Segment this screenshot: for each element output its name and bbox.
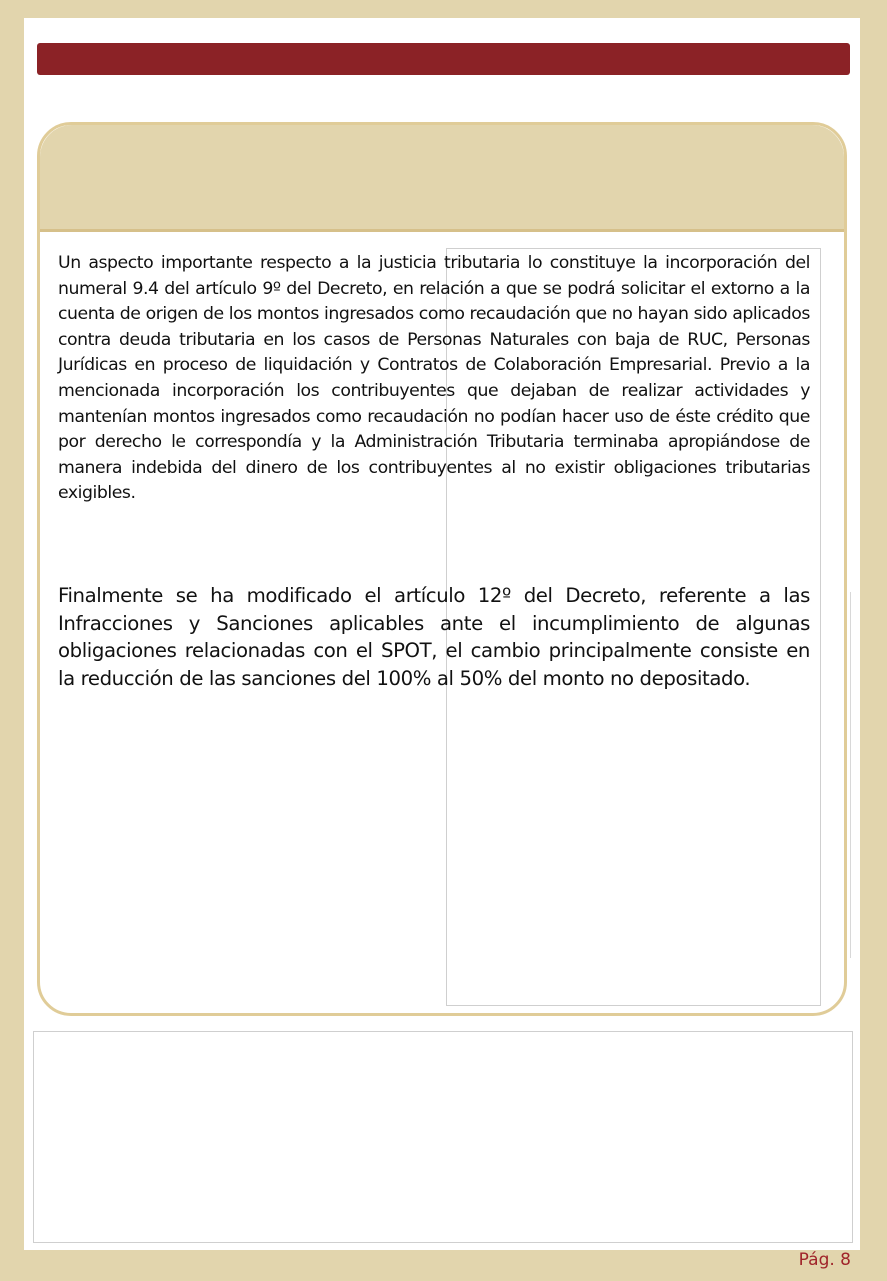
article-paragraph-2: Finalmente se ha modificado el artículo 12º del Decreto, referente a las Infracciones y Sanciones aplicables ante el incumplimiento de algunas obligaciones relacionadas con el SPOT, el cambio principalmente consiste en la reducción de las sanciones del 100% al 50% del monto no depositado. xyxy=(58,584,810,690)
header-bar xyxy=(37,43,850,75)
bottom-empty-box xyxy=(33,1031,853,1243)
article-panel-header xyxy=(40,125,844,232)
article-paragraph-1: Un aspecto importante respecto a la justicia tributaria lo constituye la incorporación del numeral 9.4 del artículo 9º del Decreto, en relación a que se podrá solicitar el extorno a la cuenta de origen de los montos ingresados como recaudación que no hayan sido aplicados contra deuda tributaria en los casos de Personas Naturales con baja de RUC, Personas Jurídicas en proceso de liquidación y Contratos de Colaboración Empresarial. Previo a la mencionada incorporación los contribuyentes que dejaban de realizar actividades y mantenían montos ingresados como recaudación no podían hacer uso de éste crédito que por derecho le correspondía y la Administración Tributaria terminaba apropiándose de manera indebida del dinero de los contribuyentes al no existir obligaciones tributarias exigibles. xyxy=(58,253,810,504)
page-number: Pág. 8 xyxy=(798,1250,851,1270)
divider-line xyxy=(850,592,851,958)
